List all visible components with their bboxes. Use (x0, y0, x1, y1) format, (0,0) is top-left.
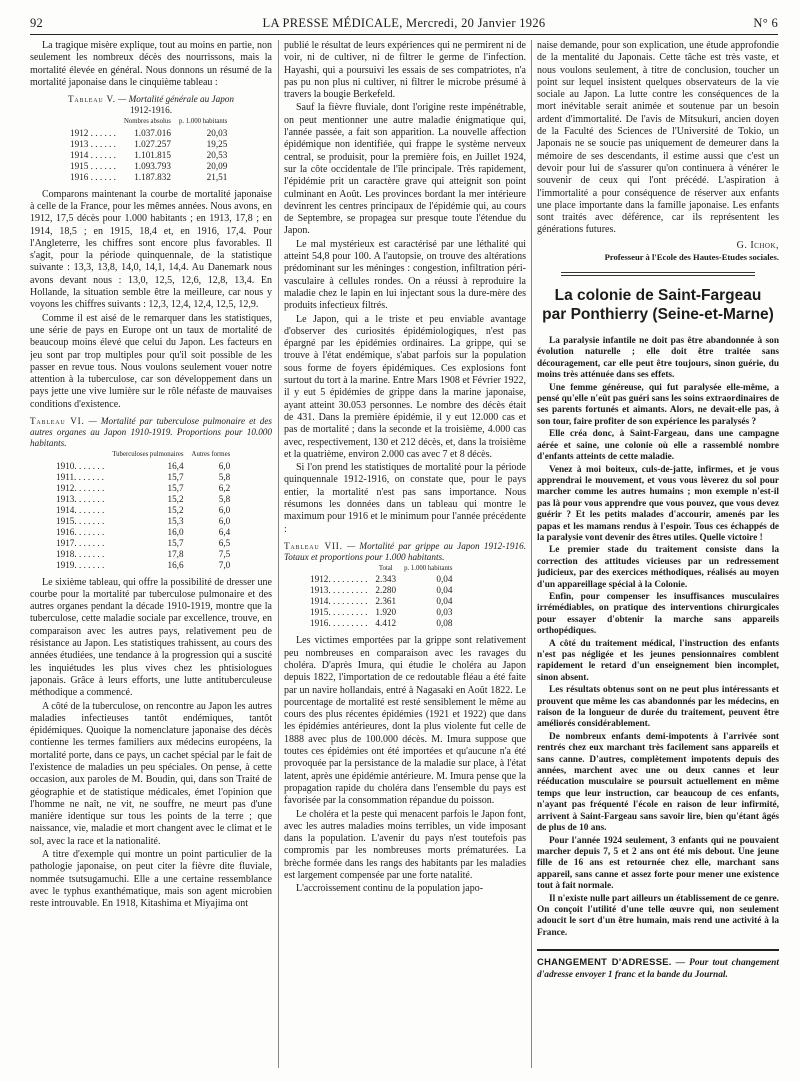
table-row: 1913. . . . . . . 15,2 5,8 (56, 493, 231, 504)
column-rule-1 (278, 40, 279, 1068)
table-header: p. 1.000 habitants (404, 564, 453, 572)
paragraph: De nombreux enfants demi-impotents à l'arrivée sont rentrés chez eux marchant très facilement sans appareils et sans canne. D'autres, complètement impotents depuis des années, marchent avec une ou deux cannes et leur rééducation musculaire se poursuit actuellement en même temps que leur instruction, car beaucoup de ces enfants, n'ayant pas fréquenté l'école en raison de leur infirmité, arrivent à Saint-Fargeau sans savoir lire, bien qu'étant âgés de plus de 10 ans. (537, 731, 779, 834)
issue-number: N° 6 (753, 16, 778, 30)
paragraph: Une femme généreuse, qui fut paralysée elle-même, a pensé qu'elle n'eût pas guéri sans les soins extraordinaires de ses parents fortunés et aimants. Alors, ne devait-elle pas, à son tour, faire profiter de son expérience les paralysés ? (537, 382, 779, 427)
paragraph: Le Japon, qui a le triste et peu enviable avantage d'observer des curiosités épidémiologiques, n'est pas épargné par les épidémies ordinaires. La grippe, qui se trouve à l'état endémique, s'abat parfois sur la population sous forme de foyers épidémiques. Ces explosions font surtout du tort à la marine. Entre Mars 1908 et Février 1922, il y eut 5 épidémies de grippe dans la marine japonaise, ayant atteint 30.053 personnes. Le nombre des décès était de 431. Dans la première épidémie, il y eut 12.000 cas et pas de mortalité ; dans la seconde et la troisième, 4.000 cas avec, respectivement, 130 et 212 décès, et, dans la troisième et la quatrième, environ 2.000 cas avec 7 et 8 décès. (284, 313, 526, 460)
paragraph: Pour l'année 1924 seulement, 3 enfants qui ne pouvaient marcher depuis 7, 5 et 2 ans ont été mis debout. Une jeune fille de 16 ans est retournée chez elle, marchant sans appareil, sans canne et assez forte pour mener une existence tout à fait normale. (537, 835, 779, 892)
address-change-notice: CHANGEMENT D'ADRESSE. — Pour tout changement d'adresse envoyer 1 franc et la bande du Journal. (537, 956, 779, 980)
table-row: 1910. . . . . . . 16,4 6,0 (56, 460, 231, 471)
table-row: 1913. . . . . . . . . 2.280 0,04 (310, 585, 453, 596)
journal-title: LA PRESSE MÉDICALE, Mercredi, 20 Janvier 1926 (262, 16, 546, 30)
column-1 (30, 40, 272, 1070)
table-header: p. 1.000 habitants (178, 118, 228, 126)
author-affiliation: Professeur à l'Ecole des Hautes-Etudes sociales. (604, 252, 779, 263)
author-signature: G. Ichok, (736, 239, 779, 251)
table-7-caption: Tableau VII. — Mortalité par grippe au Japon 1912-1916. Totaux et proportions pour 1.000 habitants. (284, 540, 526, 562)
paragraph: Le sixième tableau, qui offre la possibilité de dresser une courbe pour la mortalité par tuberculose pulmonaire et des autres organes pendant la décade 1910-1919, montre que la tuberculose, cette maladie sociale par excellence, trouve, en comparaison avec les autres pays, relativement peu de résistance au Japon. Les statistiques trahissent, au cours des années étudiées, une tendance à la progression qui a suscité les inquiétudes les plus vives chez les phtisiologues japonais. Grâce à leurs efforts, une lutte antituberculeuse méthodique a commencé. (30, 576, 272, 699)
table-row: 1914 . . . . . . 1.101.815 20,53 (70, 149, 228, 160)
article-title: La colonie de Saint-Fargeau par Ponthierry (Seine-et-Marne) (542, 287, 774, 324)
table-6 (52, 451, 234, 571)
table-row: 1914. . . . . . . 15,2 6,0 (56, 504, 231, 515)
table-row: 1915 . . . . . . 1.093.793 20,09 (70, 160, 228, 171)
table-row: 1919. . . . . . . 16,6 7,0 (56, 559, 231, 570)
page-header (30, 16, 778, 35)
table-7 (306, 565, 456, 630)
paragraph: A côté de la tuberculose, on rencontre au Japon les autres maladies infectieuses tantôt endémiques, tantôt épidémiques. Quoique la nomenclature japonaise des décès contienne les termes familiers aux médecins européens, la mortalité porte, dans ce pays, un cachet spécial par le fait de l'existence de maladies un peu spéciales. On pense, à cette occasion, aux paroles de M. Boudin, qui, dans son Traité de géographie et de statistique médicales, émet l'opinion que l'homme ne naît, ne vit, ne souffre, ne meurt pas d'une manière identique sur tous les points de la terre ; que naissance, vie, maladie et mort changent avec le climat et le sol, avec la race et la nationalité. (30, 700, 272, 847)
paragraph: L'accroissement continu de la population japo- (296, 883, 484, 895)
table-header: Total (378, 564, 393, 572)
paragraph: A titre d'exemple qui montre un point particulier de la pathologie japonaise, on peut citer la fièvre dite fluviale, nommée tsutsugamuchi. Elle a une certaine ressemblance avec le typhus exanthématique, mais son agent microbien reste introuvable. En 1918, Kitashima et Miyajima ont (30, 849, 272, 910)
paragraph: Comme il est aisé de le remarquer dans les statistiques, une série de pays en Europe ont un taux de mortalité de beaucoup moins élevé que celui du Japon. Les facteurs en jeu sont par trop multiples pour qu'il soit possible de les passer en revue tous. Nous voulons seulement vouer notre attention à la tuberculose, car son développement dans un pays jette une vive lumière sur le rôle néfaste de mauvaises conditions d'existence. (30, 312, 272, 410)
table-row: 1915. . . . . . . . . 1.920 0,03 (310, 607, 453, 618)
table-row: 1916 . . . . . . 1.187.832 21,51 (70, 171, 228, 182)
paragraph: Les victimes emportées par la grippe sont relativement peu nombreuses en comparaison avec les ravages du choléra. D'après Imura, qui étudie le choléra au Japon depuis 1822, l'importation de ce redoutable fléau a été faite par un navire hollandais, entré à Nagasaki en Août 1822. Le pourcentage de mortalité est resté sensiblement le même au cours des plus récentes épidémies (1921 et 1922) que dans les épidémies antérieures, dont la plus violente fut celle de 1888 avec plus de 100.000 décès. M. Imura suppose que toutes ces épidémies ont été importées et qu'aucune n'a été provoquée par la persistance de la maladie sur place, à l'état latent, après une épidémie antérieure. M. Imura pense que la propagation rapide du choléra dans l'ensemble du pays est favorisée par la consommation répandue du poisson. (284, 635, 526, 807)
column-rule-2 (531, 40, 532, 1068)
paragraph: Il n'existe nulle part ailleurs un établissement de ce genre. On conçoit l'utilité d'une telle œuvre qui, non seulement adoucit le sort d'un être humain, mais rend une activité à la France. (537, 893, 779, 938)
paragraph: Comparons maintenant la courbe de mortalité japonaise à celle de la France, pour les mêmes années. Nous avons, en 1912, 17,5 décès pour 1.000 habitants ; en 1913, 17,8 ; en 1914, 18,5 ; en 1915, 18,4 et, en 1916, 17,4. Pour l'Angleterre, les chiffres sont encore plus favorables. Il s'agit, pour la période quinquennale, de la statistique suivante : 13,3, 13,8, 14,0, 14,1, 14,4. Au Danemark nous avons devant nous : 13,0, 12,5, 12,6, 12,8, 13,4. En Hollande, la situation semble être la meilleure, car nous y voyons les chiffres suivants : 12,3, 12,4, 12,4, 12,5, 12,9. (30, 188, 272, 311)
table-row: 1915. . . . . . . 15,3 6,0 (56, 515, 231, 526)
paragraph: Le choléra et la peste qui menacent parfois le Japon font, avec les autres maladies moins terribles, un vide imposant dans la population. L'avenir du pays n'est toutefois pas compromis par les nombreuses morts prématurées. La brèche formée dans les rangs des habitants par les maladies est largement compensée par une forte natalité. (284, 808, 526, 882)
table-row: 1912. . . . . . . 15,7 6,2 (56, 482, 231, 493)
paragraph: La paralysie infantile ne doit pas être abandonnée à son évolution naturelle ; elle doit être traitée sans découragement, car elle peut être toujours, sinon guérie, du moins très atténuée dans ses effets. (537, 336, 779, 381)
paragraph: Elle créa donc, à Saint-Fargeau, dans une campagne aérée et saine, une colonie où elle a rassemblé nombre d'enfants atteints de cette maladie. (537, 429, 779, 463)
paragraph: Venez à moi boiteux, culs-de-jatte, infirmes, et je vous apprendrai le mouvement, et vous vous lèverez du sol pour marcher comme les autres humains ; mon exemple n'est-il pas là pour vous apprendre que vous pouvez, que vous devez guérir ? Et les petits malades d'accourir, amenés par les papas et les mamans rendus à l'espoir. Tous ces échappés de la paralysie vont devenir des êtres utiles. Quelle victoire ! (537, 464, 779, 543)
table-6-caption: Tableau VI. — Mortalité par tuberculose pulmonaire et des autres organes au Japon 1910-1919. Proportions pour 10.000 habitants. (30, 416, 272, 449)
article-body (537, 336, 779, 939)
table-header: Nombres absolus (123, 118, 171, 126)
page-number: 92 (30, 16, 44, 30)
table-row: 1916. . . . . . . . . 4.412 0,08 (310, 618, 453, 629)
paragraph: Le mal mystérieux est caractérisé par une léthalité qui atteint 54,8 pour 100. A l'autopsie, on trouve des altérations prédominant sur les méninges : congestion, infiltration péri-vasculaire à cellules rondes. On a réussi à reproduire la maladie chez le lapin en lui injectant sous la dure-mère des produits infectieux filtrés. (284, 238, 526, 312)
article-separator (561, 272, 755, 273)
paragraph: publié le résultat de leurs expériences qui ne permirent ni de voir, ni de cultiver, ni de filtrer le germe de l'infection. Hayashi, qui a poursuivi les essais de ses compatriotes, n'a pas pu non plus ni cultiver, ni filtrer le microbe présumé à travers la bougie Berkefeld. (284, 40, 526, 101)
table-row: 1918. . . . . . . 17,8 7,5 (56, 548, 231, 559)
table-row: 1912. . . . . . . . . 2.343 0,04 (310, 574, 453, 585)
table-row: 1913 . . . . . . 1.027.257 19,25 (70, 138, 228, 149)
table-row: 1912 . . . . . . 1.037.016 20,03 (70, 127, 228, 138)
table-row: 1911. . . . . . . 15,7 5,8 (56, 471, 231, 482)
paragraph: naise demande, pour son explication, une étude approfondie de la mentalité du Japonais. Cette tâche est très vaste, et nous voulons seulement, à titre de conclusion, toucher un point sur lequel insistent quelques observateurs de la vie sociale au Japon. La lutte contre les conséquences de la mort inévitable serait animée et soutenue par un besoin ardent d'immortalité. De l'avis de Mitsukuri, ancien doyen de la Faculté des Sciences de l'Université de Tokio, un Japonais ne se soucie pas uniquement de demeurer dans la mémoire de ses descendants, il estime aussi que c'est un devoir pour lui de s'assurer qu'on continuera à vénérer le souvenir de ceux qui l'ont précédé. L'aspiration à l'immortalité a pour conséquence de réserver aux enfants une place importante dans la famille japonaise. Les enfants sont traités avec déférence, car ils représentent les générations futures. (537, 40, 779, 236)
paragraph: La tragique misère explique, tout au moins en partie, non seulement les nombreux décès des nourrissons, mais la mortalité élevée en général. Nous donnons un résumé de la mortalité japonaise dans le cinquième tableau : (30, 40, 272, 88)
paragraph: Enfin, pour compenser les insuffisances musculaires irrémédiables, on pratique des interventions chirurgicales pour essayer d'obtenir la marche sans appareils orthopédiques. (537, 591, 779, 637)
paragraph: Si l'on prend les statistiques de mortalité pour la période quinquennale 1912-1916, on constate que, pour le pays entier, la mortalité n'est pas sans importance. Nous résumons les données dans un tableau qui montre le maximum pour 1916 et le minimum pour l'année précédente : (284, 462, 526, 535)
paragraph: Les résultats obtenus sont on ne peut plus intéressants et prouvent que même les cas abandonnés par les médecins, en raison de la longueur de durée du traitement, peuvent être améliorés considérablement. (537, 685, 779, 730)
paragraph: Sauf la fièvre fluviale, dont l'origine reste impénétrable, on peut mentionner une autre maladie énigmatique qui, l'année passée, a fait son apparition. La nouvelle affection épidémique non identifiée, qui frappe le système nerveux central, se produisit, pour la première fois, en Juillet 1924, sur la côte occidentale de l'île principale. Très rapidement, l'épidémie prit un caractère grave qui atteignit son point culminant en Août. Les provinces bordant la mer intérieure devinrent les centres principaux de l'épidémie qui, au cours de Septembre, se propagea sur presque toute l'étendue du Japon. (284, 102, 526, 237)
notice-separator (537, 949, 779, 951)
paragraph: Le premier stade du traitement consiste dans la correction des attitudes vicieuses par un redressement judicieux, par des exercices méthodiques, réalisés au moyen d'un appareillage spécial à la Colonie. (537, 545, 779, 590)
table-row: 1917. . . . . . . 15,7 6,5 (56, 537, 231, 548)
table-5 (66, 118, 231, 183)
table-row: 1916. . . . . . . 16,0 6,4 (56, 526, 231, 537)
table-row: 1914. . . . . . . . . 2.361 0,04 (310, 596, 453, 607)
table-header: Autres formes (191, 451, 231, 459)
paragraph: A côté du traitement médical, l'instruction des enfants n'est pas négligée et les jeunes pensionnaires comblent rapidement le retard d'un enseignement bien incomplet, sinon absent. (537, 638, 779, 683)
column-3 (537, 40, 779, 1070)
article-separator (561, 275, 755, 276)
column-2 (284, 40, 526, 1070)
table-header: Tuberculoses pulmonaires (112, 451, 184, 459)
table-5-caption: Tableau V. — Mortalité générale au Japon 1912-1916. (68, 94, 234, 116)
